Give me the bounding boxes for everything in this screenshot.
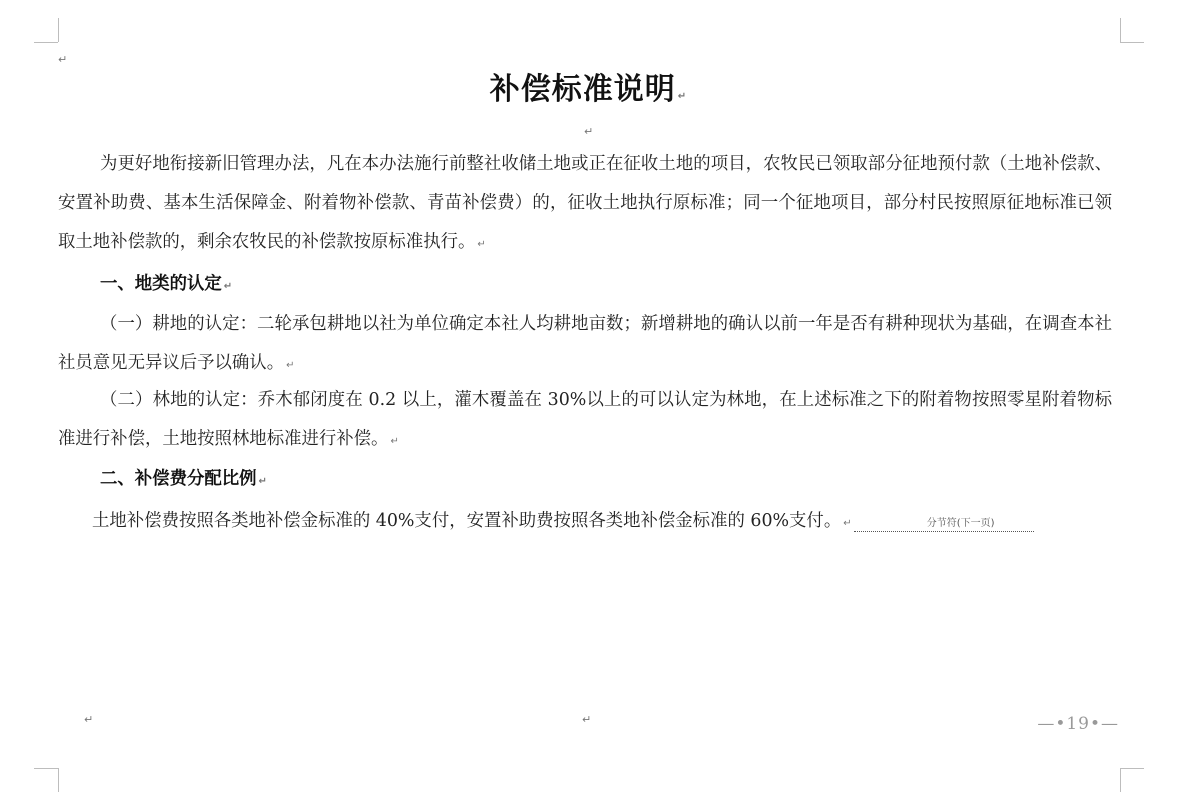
- farmland-text: （一）耕地的认定：二轮承包耕地以社为单位确定本社人均耕地亩数；新增耕地的确认以前一年是否有耕种现状为基础，在调查本社社员意见无异议后予以确认。: [58, 314, 1112, 373]
- document-title-text: 补偿标准说明: [489, 72, 676, 107]
- allocation-paragraph: [58, 502, 1112, 543]
- crop-mark-bottom-right-v: [1120, 768, 1121, 792]
- allocation-text: 土地补偿费按照各类地补偿金标准的 40%支付，安置补助费按照各类地补偿金标准的 60%支付。: [92, 511, 842, 531]
- paragraph-mark: ↵: [390, 436, 399, 447]
- paragraph-mark: ↵: [258, 476, 267, 487]
- page-number: —•19•—: [1037, 714, 1119, 734]
- paragraph-mark: ↵: [477, 239, 486, 250]
- intro-paragraph: [58, 145, 1112, 264]
- paragraph-mark: ↵: [223, 281, 233, 292]
- crop-mark-bottom-left-v: [58, 768, 59, 792]
- crop-mark-bottom-right-h: [1120, 768, 1144, 769]
- crop-mark-top-left-v: [58, 18, 59, 42]
- paragraph-mark: ↵: [677, 91, 688, 102]
- farmland-paragraph: [58, 305, 1112, 385]
- document-title: [0, 64, 1177, 108]
- intro-text: 为更好地衔接新旧管理办法，凡在本办法施行前整社收储土地或正在征收土地的项目，农牧民已领取部分征地预付款（土地补偿款、安置补助费、基本生活保障金、附着物补偿款、青苗补偿费）的，征收土地执行原标准；同一个征地项目，部分村民按照原征地标准已领取土地补偿款的，剩余农牧民的补偿款按原标准执行。: [58, 154, 1112, 252]
- forestland-text: （二）林地的认定：乔木郁闭度在 0.2 以上，灌木覆盖在 30%以上的可以认定为林地，在上述标准之下的附着物按照零星附着物标准进行补偿，土地按照林地标准进行补偿。: [58, 390, 1112, 449]
- section-break-next-page: [854, 517, 1034, 532]
- paragraph-mark-empty-line: ↵: [584, 125, 594, 138]
- section-heading-land-type: [100, 272, 232, 299]
- paragraph-mark-footer-center: ↵: [582, 713, 592, 726]
- crop-mark-bottom-left-h: [34, 768, 58, 769]
- forestland-paragraph: [58, 381, 1112, 461]
- paragraph-mark-header: ↵: [58, 53, 68, 66]
- crop-mark-top-left-h: [34, 42, 58, 43]
- paragraph-mark-footer-left: ↵: [84, 713, 94, 726]
- crop-mark-top-right-h: [1120, 42, 1144, 43]
- section-heading-text: 一、地类的认定: [100, 274, 222, 294]
- paragraph-mark: ↵: [843, 518, 852, 529]
- paragraph-mark: ↵: [286, 360, 295, 371]
- section-heading-text: 二、补偿费分配比例: [100, 469, 257, 489]
- section-heading-allocation: [100, 467, 267, 494]
- section-break-label: 分节符(下一页): [926, 518, 995, 529]
- crop-mark-top-right-v: [1120, 18, 1121, 42]
